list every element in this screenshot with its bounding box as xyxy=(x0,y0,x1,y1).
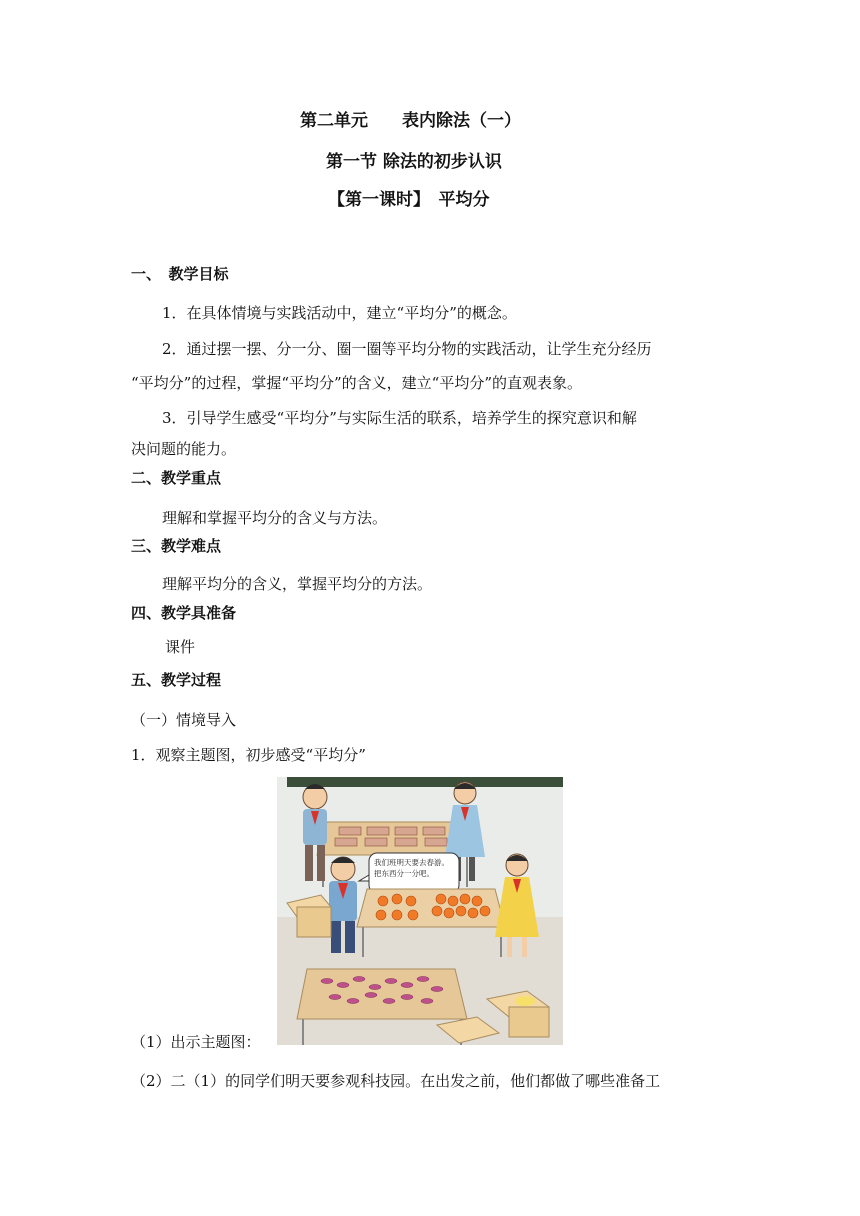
difficulties-heading: 三、教学难点 xyxy=(131,537,222,555)
difficulties-text: 理解平均分的含义，掌握平均分的方法。 xyxy=(162,575,433,593)
lesson-title: 【第一课时】 平均分 xyxy=(328,190,490,210)
process-sub1: （一）情境导入 xyxy=(131,711,237,729)
goals-heading: 一、 教学目标 xyxy=(131,265,229,283)
key-points-heading: 二、教学重点 xyxy=(131,469,222,487)
process-item1: （1）出示主题图： xyxy=(131,1033,261,1051)
process-heading: 五、教学过程 xyxy=(131,671,222,689)
section-title: 第一节 除法的初步认识 xyxy=(326,152,502,172)
speech-bubble: 我们班明天要去春游。把东西分一分吧。 xyxy=(374,858,449,878)
unit-title: 第二单元 表内除法（一） xyxy=(300,111,521,131)
materials-heading: 四、教学具准备 xyxy=(131,604,237,622)
goal-2-line-1: 2．通过摆一摆、分一分、圈一圈等平均分物的实践活动，让学生充分经历 xyxy=(162,340,652,358)
goal-1: 1．在具体情境与实践活动中，建立“平均分”的概念。 xyxy=(162,304,517,322)
key-points-text: 理解和掌握平均分的含义与方法。 xyxy=(162,509,388,527)
materials-text: 课件 xyxy=(165,638,196,656)
process-item2: （2）二（1）的同学们明天要参观科技园。在出发之前，他们都做了哪些准备工 xyxy=(131,1072,661,1090)
goal-3-line-2: 决问题的能力。 xyxy=(131,440,237,458)
theme-illustration xyxy=(277,777,563,1045)
goal-2-line-2: “平均分”的过程，掌握“平均分”的含义，建立“平均分”的直观表象。 xyxy=(131,374,583,392)
process-step1: 1．观察主题图，初步感受“平均分” xyxy=(131,746,366,764)
goal-3-line-1: 3．引导学生感受“平均分”与实际生活的联系，培养学生的探究意识和解 xyxy=(162,409,637,427)
